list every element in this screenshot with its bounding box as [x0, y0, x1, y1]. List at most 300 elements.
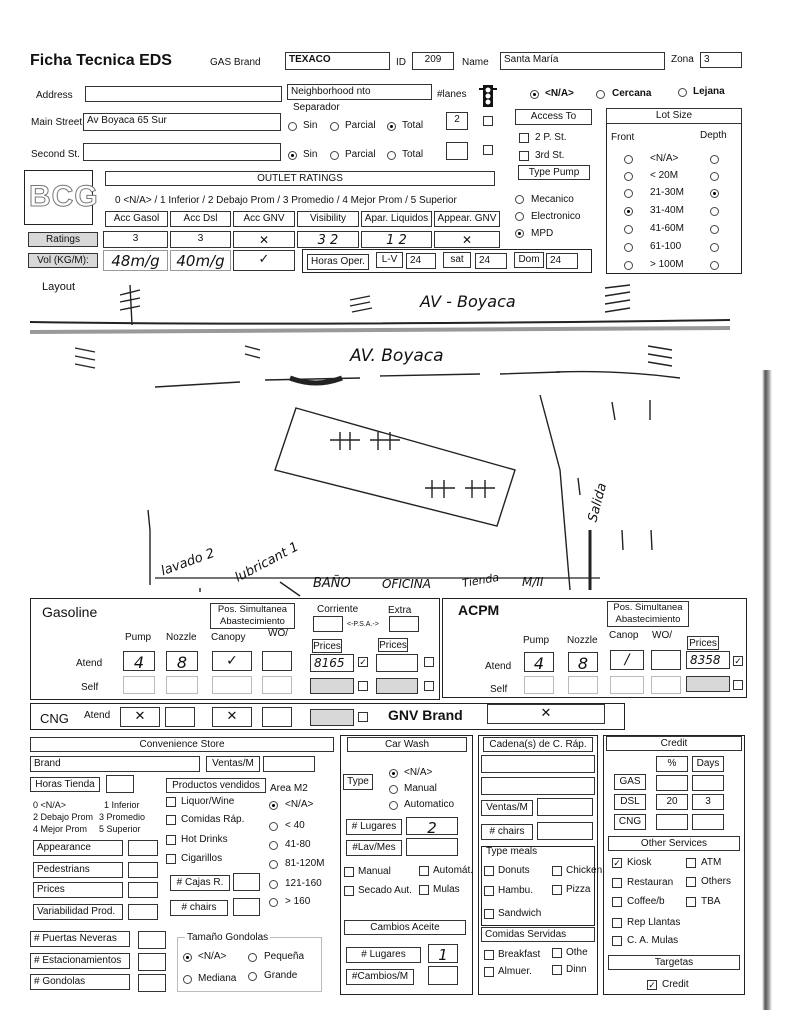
- product-liquor-label: Liquor/Wine: [181, 796, 235, 807]
- store-appearance-field[interactable]: [128, 840, 158, 856]
- lanes-na-label: <N/A>: [545, 88, 574, 99]
- comida-breakfast-label: Breakfast: [498, 949, 541, 960]
- access-3rd-checkbox[interactable]: [519, 151, 529, 161]
- acpm-price-atend-checkbox[interactable]: ✓: [734, 656, 742, 666]
- pump-mecanico-radio[interactable]: [515, 195, 524, 204]
- targeta-credit-checkbox[interactable]: ✓: [648, 980, 656, 990]
- acpm-pump-self[interactable]: [524, 676, 554, 694]
- depth-radio-6[interactable]: [710, 261, 719, 270]
- service-llantas-checkbox[interactable]: [612, 918, 622, 928]
- gas-wo-self[interactable]: [262, 676, 292, 694]
- access-2pst-checkbox[interactable]: [519, 133, 529, 143]
- credit-cng-pct[interactable]: [656, 814, 688, 830]
- meal-donuts-label: Donuts: [498, 865, 530, 876]
- lv-field[interactable]: 24: [406, 253, 436, 269]
- sat-field[interactable]: 24: [475, 253, 507, 269]
- cng-price-atend[interactable]: [310, 709, 354, 726]
- lot-option-0: <N/A>: [650, 153, 679, 164]
- cambios-aceite-title: Cambios Aceite: [344, 920, 466, 935]
- lejana-radio[interactable]: [678, 88, 687, 97]
- depth-radio-2[interactable]: [710, 189, 719, 198]
- traffic-light-icon: [478, 84, 498, 108]
- product-cigarillos-checkbox[interactable]: [166, 854, 176, 864]
- area-option-0: <N/A>: [285, 799, 314, 810]
- meal-sandwich-label: Sandwich: [498, 908, 542, 919]
- credit-gas-pct[interactable]: [656, 775, 688, 791]
- gas-nozzle-self[interactable]: [166, 676, 198, 694]
- gas-price2-atend[interactable]: [376, 654, 418, 672]
- corriente-label: Corriente: [317, 604, 359, 615]
- area-radio-0[interactable]: [269, 801, 278, 810]
- acpm-self-label: Self: [490, 684, 508, 695]
- gas-price2-atend-checkbox[interactable]: [424, 657, 434, 667]
- meal-hambu-checkbox[interactable]: [484, 886, 494, 896]
- dom-label: Dom: [514, 252, 544, 268]
- cadena-ventas-field[interactable]: [537, 798, 593, 816]
- acpm-canop-label: Canop: [609, 630, 639, 641]
- productos-title: Productos vendidos: [166, 778, 266, 793]
- comida-breakfast-checkbox[interactable]: [484, 950, 494, 960]
- targetas-title: Targetas: [608, 955, 740, 970]
- area-radio-5[interactable]: [269, 898, 278, 907]
- product-comidas-checkbox[interactable]: [166, 815, 176, 825]
- sep1-total-radio[interactable]: [387, 122, 396, 131]
- acpm-wo-self[interactable]: [651, 676, 681, 694]
- pump-electronico-label: Electronico: [531, 211, 581, 222]
- vol-acc-gasol[interactable]: 48m/g: [103, 250, 168, 271]
- service-others-label: Others: [701, 876, 732, 887]
- other-services-title: Other Services: [608, 836, 740, 851]
- cajas-field[interactable]: [233, 873, 260, 891]
- cng-nozzle-atend[interactable]: [165, 707, 195, 727]
- service-others-checkbox[interactable]: [686, 877, 696, 887]
- acpm-price-self[interactable]: [686, 676, 730, 692]
- credit-days-header: Days: [692, 756, 724, 772]
- sep2-parcial-label: Parcial: [345, 149, 376, 160]
- store-ventas-field[interactable]: [263, 756, 315, 772]
- depth-radio-4[interactable]: [710, 225, 719, 234]
- bcg-logo: BCG: [29, 180, 99, 213]
- gondola-radio-mediana[interactable]: [183, 975, 192, 984]
- service-coffee-checkbox[interactable]: [612, 897, 622, 907]
- gondola-opt-na: <N/A>: [198, 951, 227, 962]
- credit-dsl-days[interactable]: 3: [692, 794, 724, 810]
- street-mid-label: AV. Boyaca: [350, 346, 444, 366]
- area-option-4: 121-160: [285, 878, 322, 889]
- pump-mpd-label: MPD: [531, 228, 554, 239]
- lanes2-field[interactable]: [446, 142, 468, 160]
- service-coffee-label: Coffee/b: [627, 896, 665, 907]
- carwash-autom-label: Automát.: [433, 865, 474, 876]
- access-3rd-label: 3rd St.: [535, 150, 565, 161]
- cng-wo-atend[interactable]: [262, 707, 292, 727]
- lanes-na-radio[interactable]: [530, 90, 539, 99]
- service-kiosk-checkbox[interactable]: ✓: [613, 858, 621, 868]
- product-cigarillos-label: Cigarillos: [181, 853, 223, 864]
- area-radio-4[interactable]: [269, 880, 278, 889]
- front-radio-3[interactable]: [624, 207, 633, 216]
- gas-pump-atend[interactable]: 4: [123, 651, 155, 671]
- gas-pump-self[interactable]: [123, 676, 155, 694]
- service-tba-checkbox[interactable]: [686, 897, 696, 907]
- name-label: Name: [462, 57, 489, 68]
- carwash-secado-checkbox[interactable]: [344, 886, 354, 896]
- gas-nozzle-atend[interactable]: 8: [166, 651, 198, 671]
- acpm-pump-label: Pump: [523, 635, 550, 646]
- main-street-label: Main Street: [31, 117, 83, 128]
- gas-price2-self[interactable]: [376, 678, 418, 694]
- carwash-lugares-field[interactable]: 2: [406, 817, 458, 835]
- access-to-title: Access To: [515, 109, 592, 125]
- comida-othe-label: Othe: [566, 947, 588, 958]
- service-atm-label: ATM: [701, 857, 722, 868]
- carwash-type-label: Type: [343, 774, 373, 790]
- acpm-atend-label: Atend: [485, 661, 512, 672]
- meal-pizza-checkbox[interactable]: [552, 885, 562, 895]
- gas-price-self-checkbox[interactable]: [358, 681, 368, 691]
- store-chairs-label: # chairs: [170, 900, 228, 916]
- sep2-sin-radio[interactable]: [288, 151, 297, 160]
- ratings-scale: 0 <N/A> / 1 Inferior / 2 Debajo Prom / 3 Promedio / 4 Mejor Prom / 5 Superior: [115, 195, 457, 206]
- store-scale-2: 2 Debajo Prom: [33, 812, 94, 822]
- acpm-price-self-checkbox[interactable]: [733, 680, 743, 690]
- meal-hambu-label: Hambu.: [498, 885, 534, 896]
- street-top-label: AV - Boyaca: [420, 292, 516, 311]
- id-field[interactable]: 209: [412, 52, 454, 70]
- service-restauran-checkbox[interactable]: [612, 878, 622, 888]
- acpm-nozzle-label: Nozzle: [567, 635, 598, 646]
- gas-brand-field[interactable]: TEXACO: [285, 52, 390, 70]
- cadena-title: Cadena(s) de C. Ráp.: [483, 737, 593, 752]
- gondola-opt-pequena: Pequeña: [264, 951, 305, 962]
- comida-dinn-checkbox[interactable]: [552, 965, 562, 975]
- cambios-lugares-field[interactable]: 1: [428, 944, 458, 963]
- lot-option-5: 61-100: [650, 241, 682, 252]
- gas-price-self[interactable]: [310, 678, 354, 694]
- sep1-total-label: Total: [402, 120, 424, 131]
- comida-dinn-label: Dinn: [566, 964, 587, 975]
- rating-visibility[interactable]: 3 2: [297, 231, 359, 248]
- credit-dsl-label: DSL: [614, 794, 646, 810]
- lanes-label: #lanes: [437, 89, 467, 100]
- meal-sandwich-checkbox[interactable]: [484, 909, 494, 919]
- acpm-pos-simultanea: Pos. Simultanea Abastecimiento: [607, 601, 689, 627]
- sep2-total-label: Total: [402, 149, 424, 160]
- salida-label: Salida: [585, 481, 611, 524]
- cng-price-checkbox[interactable]: [358, 712, 368, 722]
- product-comidas-label: Comidas Ráp.: [181, 814, 245, 825]
- store-scale-0: 0 <N/A>: [33, 800, 67, 810]
- targeta-credit-label: Credit: [662, 979, 689, 990]
- store-prices-field[interactable]: [128, 882, 158, 898]
- cadena-name-field-1[interactable]: [481, 755, 595, 773]
- carwash-autom-checkbox[interactable]: [419, 866, 429, 876]
- pump-mpd-radio[interactable]: [515, 229, 524, 238]
- acpm-canop-atend[interactable]: /: [610, 650, 644, 670]
- depth-radio-3[interactable]: [710, 207, 719, 216]
- vol-row-label: Vol (KG/M):: [28, 253, 98, 268]
- pump-electronico-radio[interactable]: [515, 212, 524, 221]
- acpm-wo-atend[interactable]: [651, 650, 681, 670]
- service-mulas-checkbox[interactable]: [612, 936, 622, 946]
- zona-label: Zona: [671, 54, 694, 65]
- gas-wo-atend[interactable]: [262, 651, 292, 671]
- gas-prices-label-1: Prices: [313, 641, 341, 652]
- vol-acc-dsl[interactable]: 40m/g: [170, 250, 231, 271]
- area-radio-3[interactable]: [269, 860, 278, 869]
- carwash-na-label: <N/A>: [404, 767, 433, 778]
- gas-self-label: Self: [81, 682, 99, 693]
- type-pump-title: Type Pump: [518, 165, 590, 180]
- lubricant-label: lubricant 1: [232, 539, 302, 586]
- meal-donuts-checkbox[interactable]: [484, 866, 494, 876]
- outlet-ratings-title: OUTLET RATINGS: [105, 171, 495, 186]
- acpm-canop-self[interactable]: [610, 676, 644, 694]
- gas-pos-simultanea: Pos. Simultanea Abastecimiento: [210, 603, 295, 629]
- carwash-manual-cb-label: Manual: [358, 866, 391, 877]
- service-kiosk-label: Kiosk: [627, 857, 652, 868]
- gas-price2-self-checkbox[interactable]: [424, 681, 434, 691]
- pump-mecanico-label: Mecanico: [531, 194, 574, 205]
- service-atm-checkbox[interactable]: [686, 858, 696, 868]
- gondola-radio-grande[interactable]: [248, 972, 257, 981]
- carwash-secado-label: Secado Aut.: [358, 885, 412, 896]
- acpm-pump-atend[interactable]: 4: [524, 652, 554, 672]
- credit-title: Credit: [606, 736, 742, 751]
- neighborhood-field[interactable]: Neighborhood nto: [287, 84, 432, 100]
- misc-label: M/II: [522, 575, 544, 589]
- cng-canopy-atend[interactable]: ✕: [212, 707, 252, 727]
- gondola-opt-grande: Grande: [264, 970, 298, 981]
- lv-label: L-V: [376, 252, 403, 268]
- credit-gas-label: GAS: [614, 774, 646, 790]
- rating-acc-dsl[interactable]: 3: [170, 231, 231, 248]
- credit-cng-days[interactable]: [692, 814, 724, 830]
- product-liquor-checkbox[interactable]: [166, 797, 176, 807]
- cadena-chairs-field[interactable]: [537, 822, 593, 840]
- access-2pst-label: 2 P. St.: [535, 132, 567, 143]
- lot-front-label: Front: [611, 132, 635, 143]
- extra-field[interactable]: [389, 616, 419, 632]
- lanes-checkbox[interactable]: [483, 116, 493, 126]
- col-acc-dsl: Acc Dsl: [170, 211, 231, 227]
- cadena-chairs-label: # chairs: [481, 824, 533, 840]
- sep1-parcial-label: Parcial: [345, 120, 376, 131]
- gas-atend-label: Atend: [76, 658, 103, 669]
- comida-othe-checkbox[interactable]: [552, 948, 562, 958]
- meal-chicken-checkbox[interactable]: [552, 866, 562, 876]
- puertas-neveras-label: # Puertas Neveras: [30, 931, 130, 947]
- service-mulas-label: C. A. Mulas: [627, 935, 679, 946]
- lot-option-1: < 20M: [650, 170, 679, 181]
- store-ventas-label: Ventas/M: [206, 756, 260, 772]
- service-tba-label: TBA: [701, 896, 721, 907]
- second-street-field[interactable]: [83, 143, 281, 161]
- sep1-parcial-radio[interactable]: [330, 122, 339, 131]
- acpm-wo-label: WO/: [652, 630, 672, 641]
- bano-label: BAÑO: [313, 576, 351, 591]
- gas-nozzle-label: Nozzle: [166, 632, 197, 643]
- lejana-label: Lejana: [693, 86, 725, 97]
- carwash-mulas-checkbox[interactable]: [419, 885, 429, 895]
- zona-field[interactable]: 3: [700, 52, 742, 68]
- credit-dsl-pct[interactable]: 20: [656, 794, 688, 810]
- meals-title: Type meals: [486, 846, 538, 857]
- store-variabilidad-field[interactable]: [128, 904, 158, 920]
- gondola-radio-na[interactable]: [183, 953, 192, 962]
- store-scale-1: 1 Inferior: [104, 800, 140, 810]
- gnv-brand-field[interactable]: ✕: [487, 704, 605, 724]
- vol-acc-gnv[interactable]: ✓: [233, 250, 295, 271]
- carwash-na-radio[interactable]: [389, 769, 398, 778]
- front-radio-4[interactable]: [624, 225, 633, 234]
- lanes-count-field[interactable]: 2: [446, 112, 468, 130]
- second-street-label: Second St.: [31, 149, 80, 160]
- front-radio-6[interactable]: [624, 261, 633, 270]
- col-apar-liquidos: Apar. Liquidos: [361, 211, 432, 227]
- gas-price-atend-checkbox[interactable]: ✓: [359, 657, 367, 667]
- carwash-manual-radio[interactable]: [389, 785, 398, 794]
- horas-tienda-field[interactable]: [106, 775, 134, 793]
- carwash-auto-label: Automatico: [404, 799, 455, 810]
- col-visibility: Visibility: [297, 211, 359, 227]
- depth-radio-1[interactable]: [710, 172, 719, 181]
- col-appear-gnv: Appear. GNV: [434, 211, 500, 227]
- cadena-name-field-2[interactable]: [481, 777, 595, 795]
- carwash-auto-radio[interactable]: [389, 801, 398, 810]
- credit-gas-days[interactable]: [692, 775, 724, 791]
- area-radio-1[interactable]: [269, 822, 278, 831]
- gas-brand-label: GAS Brand: [210, 57, 261, 68]
- lot-option-3: 31-40M: [650, 205, 684, 216]
- cajas-label: # Cajas R.: [170, 875, 230, 891]
- carwash-lav-field[interactable]: [406, 838, 458, 856]
- lot-option-6: > 100M: [650, 259, 684, 270]
- area-option-5: > 160: [285, 896, 311, 907]
- scan-shadow: [762, 370, 772, 1010]
- col-acc-gnv: Acc GNV: [233, 211, 295, 227]
- rating-apar-liquidos[interactable]: 1 2: [361, 231, 432, 248]
- id-label: ID: [396, 57, 406, 68]
- puertas-neveras-field[interactable]: [138, 931, 166, 949]
- credit-pct-header: %: [656, 756, 688, 772]
- form-title: Ficha Tecnica EDS: [30, 52, 172, 69]
- store-appearance-label: Appearance: [33, 840, 123, 856]
- area-radio-2[interactable]: [269, 841, 278, 850]
- gondolas-label: # Gondolas: [30, 974, 130, 990]
- front-radio-1[interactable]: [624, 172, 633, 181]
- layout-sketch: [0, 280, 791, 600]
- carwash-manual-label: Manual: [404, 783, 437, 794]
- gas-canopy-self[interactable]: [212, 676, 252, 694]
- comida-almuer-checkbox[interactable]: [484, 967, 494, 977]
- carwash-mulas-label: Mulas: [433, 884, 460, 895]
- depth-radio-0[interactable]: [710, 155, 719, 164]
- ratings-row-label: Ratings: [28, 232, 98, 247]
- store-title: Convenience Store: [30, 737, 334, 752]
- cercana-radio[interactable]: [596, 90, 605, 99]
- cercana-label: Cercana: [612, 88, 652, 99]
- carwash-lugares-label: # Lugares: [346, 819, 402, 835]
- gas-pump-label: Pump: [125, 632, 152, 643]
- front-radio-2[interactable]: [624, 189, 633, 198]
- store-prices-label: Prices: [33, 882, 123, 898]
- name-field[interactable]: Santa María: [500, 52, 665, 70]
- store-scale-5: 5 Superior: [99, 824, 141, 834]
- depth-radio-5[interactable]: [710, 243, 719, 252]
- dom-field[interactable]: 24: [546, 253, 578, 269]
- comida-almuer-label: Almuer.: [498, 966, 532, 977]
- gas-price-atend[interactable]: 8165: [310, 654, 354, 672]
- sep1-sin-label: Sin: [303, 120, 318, 131]
- cambios-mes-field[interactable]: [428, 966, 458, 985]
- front-radio-5[interactable]: [624, 243, 633, 252]
- acpm-title: ACPM: [458, 602, 500, 618]
- sep2-total-radio[interactable]: [387, 151, 396, 160]
- sep2-parcial-radio[interactable]: [330, 151, 339, 160]
- acpm-price-atend[interactable]: 8358: [686, 651, 730, 669]
- front-radio-0[interactable]: [624, 155, 633, 164]
- store-chairs-field[interactable]: [233, 898, 260, 916]
- gondola-title: Tamaño Gondolas: [187, 932, 269, 943]
- extra-label: Extra: [388, 605, 412, 616]
- store-scale-3: 3 Promedio: [99, 812, 146, 822]
- gnv-brand-label: GNV Brand: [388, 707, 463, 723]
- gas-wo-label: WO/: [268, 628, 288, 639]
- gasoline-title: Gasoline: [42, 604, 98, 620]
- area-m2-label: Area M2: [270, 783, 308, 794]
- horas-tienda-label: Horas Tienda: [30, 777, 100, 792]
- acpm-nozzle-atend[interactable]: 8: [568, 652, 598, 672]
- address-field[interactable]: [85, 86, 282, 102]
- comidas-title: Comidas Servidas: [481, 927, 595, 942]
- gondola-opt-mediana: Mediana: [198, 973, 237, 984]
- gas-canopy-label: Canopy: [211, 632, 246, 643]
- meal-chicken-label: Chicken: [566, 865, 603, 876]
- area-option-3: 81-120M: [285, 858, 325, 869]
- gondolas-field[interactable]: [138, 974, 166, 992]
- gas-canopy-atend[interactable]: ✓: [212, 651, 252, 671]
- store-brand-field[interactable]: Brand: [30, 756, 200, 772]
- carwash-manual-checkbox[interactable]: [344, 867, 354, 877]
- cambios-mes-label: #Cambios/M: [346, 969, 414, 985]
- estacionamientos-label: # Estacionamientos: [30, 953, 130, 969]
- acpm-nozzle-self[interactable]: [568, 676, 598, 694]
- col-acc-gasol: Acc Gasol: [105, 211, 168, 227]
- rating-acc-gasol[interactable]: 3: [103, 231, 168, 248]
- cng-title: CNG: [40, 711, 69, 726]
- rating-acc-gnv[interactable]: ✕: [233, 231, 295, 248]
- corriente-field[interactable]: [313, 616, 343, 632]
- psa-label: <-P.S.A.->: [347, 621, 379, 628]
- separador-label: Separador: [293, 102, 340, 113]
- main-street-field[interactable]: Av Boyaca 65 Sur: [83, 113, 281, 131]
- lanes2-checkbox[interactable]: [483, 145, 493, 155]
- store-scale-4: 4 Mejor Prom: [33, 824, 88, 834]
- sep1-sin-radio[interactable]: [288, 122, 297, 131]
- product-hotdrinks-checkbox[interactable]: [166, 835, 176, 845]
- estacionamientos-field[interactable]: [138, 953, 166, 971]
- gondola-radio-pequena[interactable]: [248, 953, 257, 962]
- store-pedestrians-field[interactable]: [128, 862, 158, 878]
- rating-appear-gnv[interactable]: ✕: [434, 231, 500, 248]
- cng-pump-atend[interactable]: ✕: [120, 707, 160, 727]
- gas-prices-label-2: Prices: [379, 640, 407, 651]
- lavado-label: lavado 2: [159, 545, 217, 580]
- lot-depth-label: Depth: [700, 130, 727, 141]
- carwash-title: Car Wash: [347, 737, 467, 752]
- acpm-prices-label: Prices: [687, 636, 719, 650]
